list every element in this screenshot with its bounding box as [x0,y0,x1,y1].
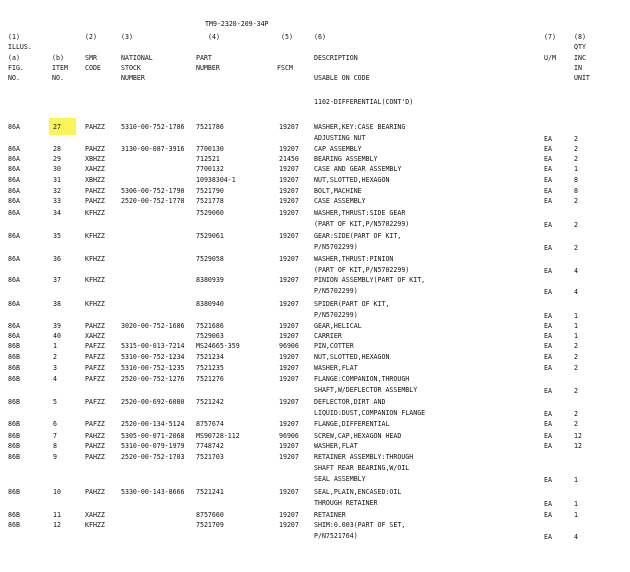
quantity: 8 [574,187,578,195]
description-line: WASHER,FLAT [314,442,358,450]
part-number: 7700130 [196,145,224,153]
unit-of-measure: EA [544,221,552,229]
col5-number: (5) [281,33,293,41]
col1-label: ILLUS. [8,43,32,51]
unit-of-measure: EA [544,267,552,275]
fig-number: 86A [8,332,20,340]
unit-of-measure: EA [544,500,552,508]
description-line: WASHER,THRUST:PINION [314,255,394,263]
part-number: 7521241 [196,488,224,496]
fscm-code: 19207 [279,398,299,406]
quantity: 2 [574,387,578,395]
quantity: 4 [574,267,578,275]
item-number: 10 [53,488,61,496]
col8-label-3: IN [574,64,582,72]
description-line: SHIM:0.003(PART OF SET, [314,521,406,529]
fig-number: 86A [8,255,20,263]
national-stock-number: 5305-00-071-2068 [121,432,185,440]
part-number: 7521234 [196,353,224,361]
part-number: 8757660 [196,511,224,519]
national-stock-number: 2520-00-692-6080 [121,398,185,406]
smr-code: XBHZZ [85,155,105,163]
quantity: 1 [574,500,578,508]
unit-of-measure: EA [544,155,552,163]
quantity: 2 [574,155,578,163]
unit-of-measure: EA [544,187,552,195]
national-stock-number: 3130-00-087-3916 [121,145,185,153]
unit-of-measure: EA [544,197,552,205]
description-line: RETAINER ASSEMBLY:THROUGH [314,453,414,461]
part-number: 8757674 [196,420,224,428]
smr-code: KFHZZ [85,232,105,240]
quantity: 1 [574,511,578,519]
unit-of-measure: EA [544,442,552,450]
description-line: ADJUSTING NUT [314,134,366,142]
col1b-label-1: ITEM [52,64,68,72]
fscm-code: 19207 [279,187,299,195]
smr-code: PAHZZ [85,123,105,131]
item-number: 36 [53,255,61,263]
col1a-number: (a) [8,54,20,62]
national-stock-number: 5310-00-079-1979 [121,442,185,450]
quantity: 4 [574,533,578,541]
fscm-code: 19207 [279,176,299,184]
fscm-code: 96906 [279,432,299,440]
fscm-code: 19207 [279,165,299,173]
description-line: SHAFT REAR BEARING,W/OIL [314,464,410,472]
fig-number: 86A [8,145,20,153]
col1a-label-2: NO. [8,74,20,82]
col1-number: (1) [8,33,20,41]
fscm-code: 19207 [279,521,299,529]
item-number: 12 [53,521,61,529]
item-number: 2 [53,353,57,361]
part-number: 7521778 [196,197,224,205]
fig-number: 86A [8,232,20,240]
item-number: 28 [53,145,61,153]
smr-code: KFHZZ [85,300,105,308]
description-line: SHAFT,W/DEFLECTOR ASSEMBLY [314,386,418,394]
smr-code: PAHZZ [85,442,105,450]
national-stock-number: 5315-00-013-7214 [121,342,185,350]
fscm-code: 19207 [279,353,299,361]
unit-of-measure: EA [544,511,552,519]
fscm-code: 19207 [279,255,299,263]
description-line: SPIDER(PART OF KIT, [314,300,390,308]
description-line: NUT,SLOTTED,HEXAGON [314,176,390,184]
fig-number: 86B [8,353,20,361]
part-number: 712521 [196,155,220,163]
fscm-code: 19207 [279,511,299,519]
col3-label-1: NATIONAL [121,54,153,62]
unit-of-measure: EA [544,135,552,143]
quantity: 2 [574,364,578,372]
unit-of-measure: EA [544,476,552,484]
quantity: 8 [574,176,578,184]
unit-of-measure: EA [544,432,552,440]
description-line: BEARING ASSEMBLY [314,155,378,163]
fscm-code: 19207 [279,145,299,153]
fig-number: 86A [8,197,20,205]
smr-code: PAHZZ [85,197,105,205]
col6-label-1: DESCRIPTION [314,54,358,62]
smr-code: PAHZZ [85,322,105,330]
quantity: 12 [574,442,582,450]
item-number: 40 [53,332,61,340]
part-number: 10938304-1 [196,176,236,184]
part-number: 7521235 [196,364,224,372]
col8-label-1: QTY [574,43,586,51]
description-line: CASE ASSEMBLY [314,197,366,205]
part-number: 7521703 [196,453,224,461]
fscm-code: 19207 [279,209,299,217]
part-number: 7700132 [196,165,224,173]
unit-of-measure: EA [544,533,552,541]
col7-label: U/M [544,54,556,62]
col1b-label-2: NO. [52,74,64,82]
description-line: DEFLECTOR,DIRT AND [314,398,386,406]
smr-code: PAFZZ [85,353,105,361]
col1b-number: (b) [52,54,64,62]
item-number: 6 [53,420,57,428]
quantity: 2 [574,353,578,361]
item-number: 38 [53,300,61,308]
national-stock-number: 3020-00-752-1686 [121,322,185,330]
unit-of-measure: EA [544,342,552,350]
quantity: 2 [574,410,578,418]
smr-code: KFHZZ [85,521,105,529]
col4-number: (4) [208,33,220,41]
item-number: 4 [53,375,57,383]
unit-of-measure: EA [544,244,552,252]
col8-number: (8) [574,33,586,41]
fig-number: 86B [8,398,20,406]
col3-number: (3) [121,33,133,41]
description-line: THROUGH RETAINER [314,499,378,507]
fig-number: 86A [8,176,20,184]
fscm-code: 19207 [279,276,299,284]
item-number: 31 [53,176,61,184]
item-number: 9 [53,453,57,461]
unit-of-measure: EA [544,312,552,320]
description-line: LIQUID:DUST,COMPANION FLANGE [314,409,426,417]
item-number: 32 [53,187,61,195]
description-line: P/N5702299) [314,311,358,319]
item-number: 3 [53,364,57,372]
national-stock-number: 5310-00-752-1786 [121,123,185,131]
national-stock-number: 5310-00-752-1234 [121,353,185,361]
smr-code: XAHZZ [85,165,105,173]
national-stock-number: 2520-00-134-5124 [121,420,185,428]
col8-label-4: UNIT [574,74,590,82]
description-line: P/N7521764) [314,532,358,540]
description-line: SEAL ASSEMBLY [314,475,366,483]
fscm-code: 96906 [279,342,299,350]
description-line: PINION ASSEMBLY(PART OF KIT, [314,276,426,284]
unit-of-measure: EA [544,420,552,428]
quantity: 1 [574,476,578,484]
description-line: PIN,COTTER [314,342,354,350]
unit-of-measure: EA [544,288,552,296]
item-number: 34 [53,209,61,217]
col6-number: (6) [314,33,326,41]
col4-label-1: PART [196,54,212,62]
smr-code: XAHZZ [85,332,105,340]
part-number: 7521709 [196,521,224,529]
smr-code: PAFZZ [85,364,105,372]
unit-of-measure: EA [544,410,552,418]
fscm-code: 19207 [279,332,299,340]
fig-number: 86A [8,187,20,195]
item-number: 39 [53,322,61,330]
quantity: 2 [574,244,578,252]
smr-code: PAHZZ [85,145,105,153]
item-number: 5 [53,398,57,406]
national-stock-number: 2520-00-752-1703 [121,453,185,461]
description-line: FLANGE,DIFFERENTIAL [314,420,390,428]
smr-code: PAFZZ [85,398,105,406]
fig-number: 86A [8,165,20,173]
quantity: 2 [574,197,578,205]
smr-code: PAHZZ [85,488,105,496]
section-title: 1102-DIFFERENTIAL(CONT'D) [314,98,414,106]
smr-code: XBHZZ [85,176,105,184]
col6-label-2: USABLE ON CODE [314,74,370,82]
col8-label-2: INC [574,54,586,62]
description-line: NUT,SLOTTED,HEXAGON [314,353,390,361]
part-number: 8380940 [196,300,224,308]
fscm-code: 19207 [279,375,299,383]
national-stock-number: 5310-00-752-1235 [121,364,185,372]
part-number: 7529063 [196,332,224,340]
description-line: P/N5702299) [314,287,358,295]
national-stock-number: 5330-00-143-8666 [121,488,185,496]
part-number: 7521686 [196,322,224,330]
item-number: 7 [53,432,57,440]
quantity: 12 [574,432,582,440]
item-number: 11 [53,511,61,519]
fscm-code: 19207 [279,123,299,131]
fig-number: 86B [8,521,20,529]
national-stock-number: 2520-00-752-1276 [121,375,185,383]
item-number: 35 [53,232,61,240]
quantity: 1 [574,165,578,173]
smr-code: PAFZZ [85,342,105,350]
fig-number: 86B [8,488,20,496]
fscm-code: 19207 [279,322,299,330]
description-line: WASHER,KEY:CASE BEARING [314,123,406,131]
unit-of-measure: EA [544,364,552,372]
smr-code: KFHZZ [85,209,105,217]
col5-label: FSCM [277,64,293,72]
col2-number: (2) [85,33,97,41]
quantity: 4 [574,288,578,296]
description-line: CASE AND GEAR ASSEMBLY [314,165,402,173]
smr-code: XAHZZ [85,511,105,519]
smr-code: KFHZZ [85,276,105,284]
description-line: CAP ASSEMBLY [314,145,362,153]
quantity: 1 [574,312,578,320]
quantity: 1 [574,322,578,330]
fig-number: 86B [8,442,20,450]
fig-number: 86B [8,453,20,461]
item-number: 1 [53,342,57,350]
unit-of-measure: EA [544,145,552,153]
item-number: 29 [53,155,61,163]
fig-number: 86B [8,342,20,350]
fig-number: 86A [8,123,20,131]
description-line: FLANGE:COMPANION,THROUGH [314,375,410,383]
part-number: 7521242 [196,398,224,406]
part-number: 7521786 [196,123,224,131]
description-line: WASHER,THRUST:SIDE GEAR [314,209,406,217]
col3-label-2: STOCK [121,64,141,72]
fscm-code: 19207 [279,453,299,461]
fig-number: 86B [8,364,20,372]
item-number: 8 [53,442,57,450]
smr-code: PAHZZ [85,187,105,195]
item-number: 30 [53,165,61,173]
fscm-code: 19207 [279,300,299,308]
item-number: 27 [53,123,61,131]
col3-label-3: NUMBER [121,74,145,82]
fig-number: 86B [8,511,20,519]
description-line: RETAINER [314,511,346,519]
smr-code: KFHZZ [85,255,105,263]
part-number: 7521790 [196,187,224,195]
fig-number: 86A [8,209,20,217]
description-line: WASHER,FLAT [314,364,358,372]
part-number: 7529058 [196,255,224,263]
description-line: (PART OF KIT,P/N5702299) [314,220,410,228]
fscm-code: 19207 [279,364,299,372]
fscm-code: 19207 [279,197,299,205]
description-line: GEAR:SIDE(PART OF KIT, [314,232,402,240]
col2-label-1: SMR [85,54,97,62]
fig-number: 86B [8,375,20,383]
quantity: 2 [574,145,578,153]
part-number: 7748742 [196,442,224,450]
quantity: 2 [574,342,578,350]
part-number: 8380939 [196,276,224,284]
smr-code: PAFZZ [85,420,105,428]
smr-code: PAHZZ [85,432,105,440]
part-number: MS24665-359 [196,342,240,350]
col4-label-2: NUMBER [196,64,220,72]
description-line: SEAL,PLAIN,ENCASED:OIL [314,488,402,496]
fig-number: 86B [8,432,20,440]
national-stock-number: 2520-00-752-1778 [121,197,185,205]
quantity: 2 [574,135,578,143]
fig-number: 86B [8,420,20,428]
description-line: CARRIER [314,332,342,340]
unit-of-measure: EA [544,322,552,330]
fscm-code: 19207 [279,420,299,428]
quantity: 2 [574,221,578,229]
fscm-code: 21450 [279,155,299,163]
fscm-code: 19207 [279,442,299,450]
part-number: MS90728-112 [196,432,240,440]
fig-number: 86A [8,300,20,308]
unit-of-measure: EA [544,332,552,340]
unit-of-measure: EA [544,176,552,184]
smr-code: PAHZZ [85,453,105,461]
document-number: TM9-2320-209-34P [205,20,269,28]
description-line: P/N5702299) [314,243,358,251]
part-number: 7521276 [196,375,224,383]
part-number: 7529060 [196,209,224,217]
part-number: 7529061 [196,232,224,240]
col1a-label-1: FIG. [8,64,24,72]
fscm-code: 19207 [279,488,299,496]
fscm-code: 19207 [279,232,299,240]
unit-of-measure: EA [544,387,552,395]
smr-code: PAFZZ [85,375,105,383]
quantity: 2 [574,420,578,428]
unit-of-measure: EA [544,165,552,173]
unit-of-measure: EA [544,353,552,361]
national-stock-number: 5306-00-752-1790 [121,187,185,195]
fig-number: 86A [8,322,20,330]
quantity: 1 [574,332,578,340]
description-line: BOLT,MACHINE [314,187,362,195]
description-line: GEAR,HELICAL [314,322,362,330]
col2-label-2: CODE [85,64,101,72]
item-number: 37 [53,276,61,284]
description-line: SCREW,CAP,HEXAGON HEAD [314,432,402,440]
fig-number: 86A [8,155,20,163]
description-line: (PART OF KIT,P/N5702299) [314,266,410,274]
fig-number: 86A [8,276,20,284]
col7-number: (7) [544,33,556,41]
item-number: 33 [53,197,61,205]
